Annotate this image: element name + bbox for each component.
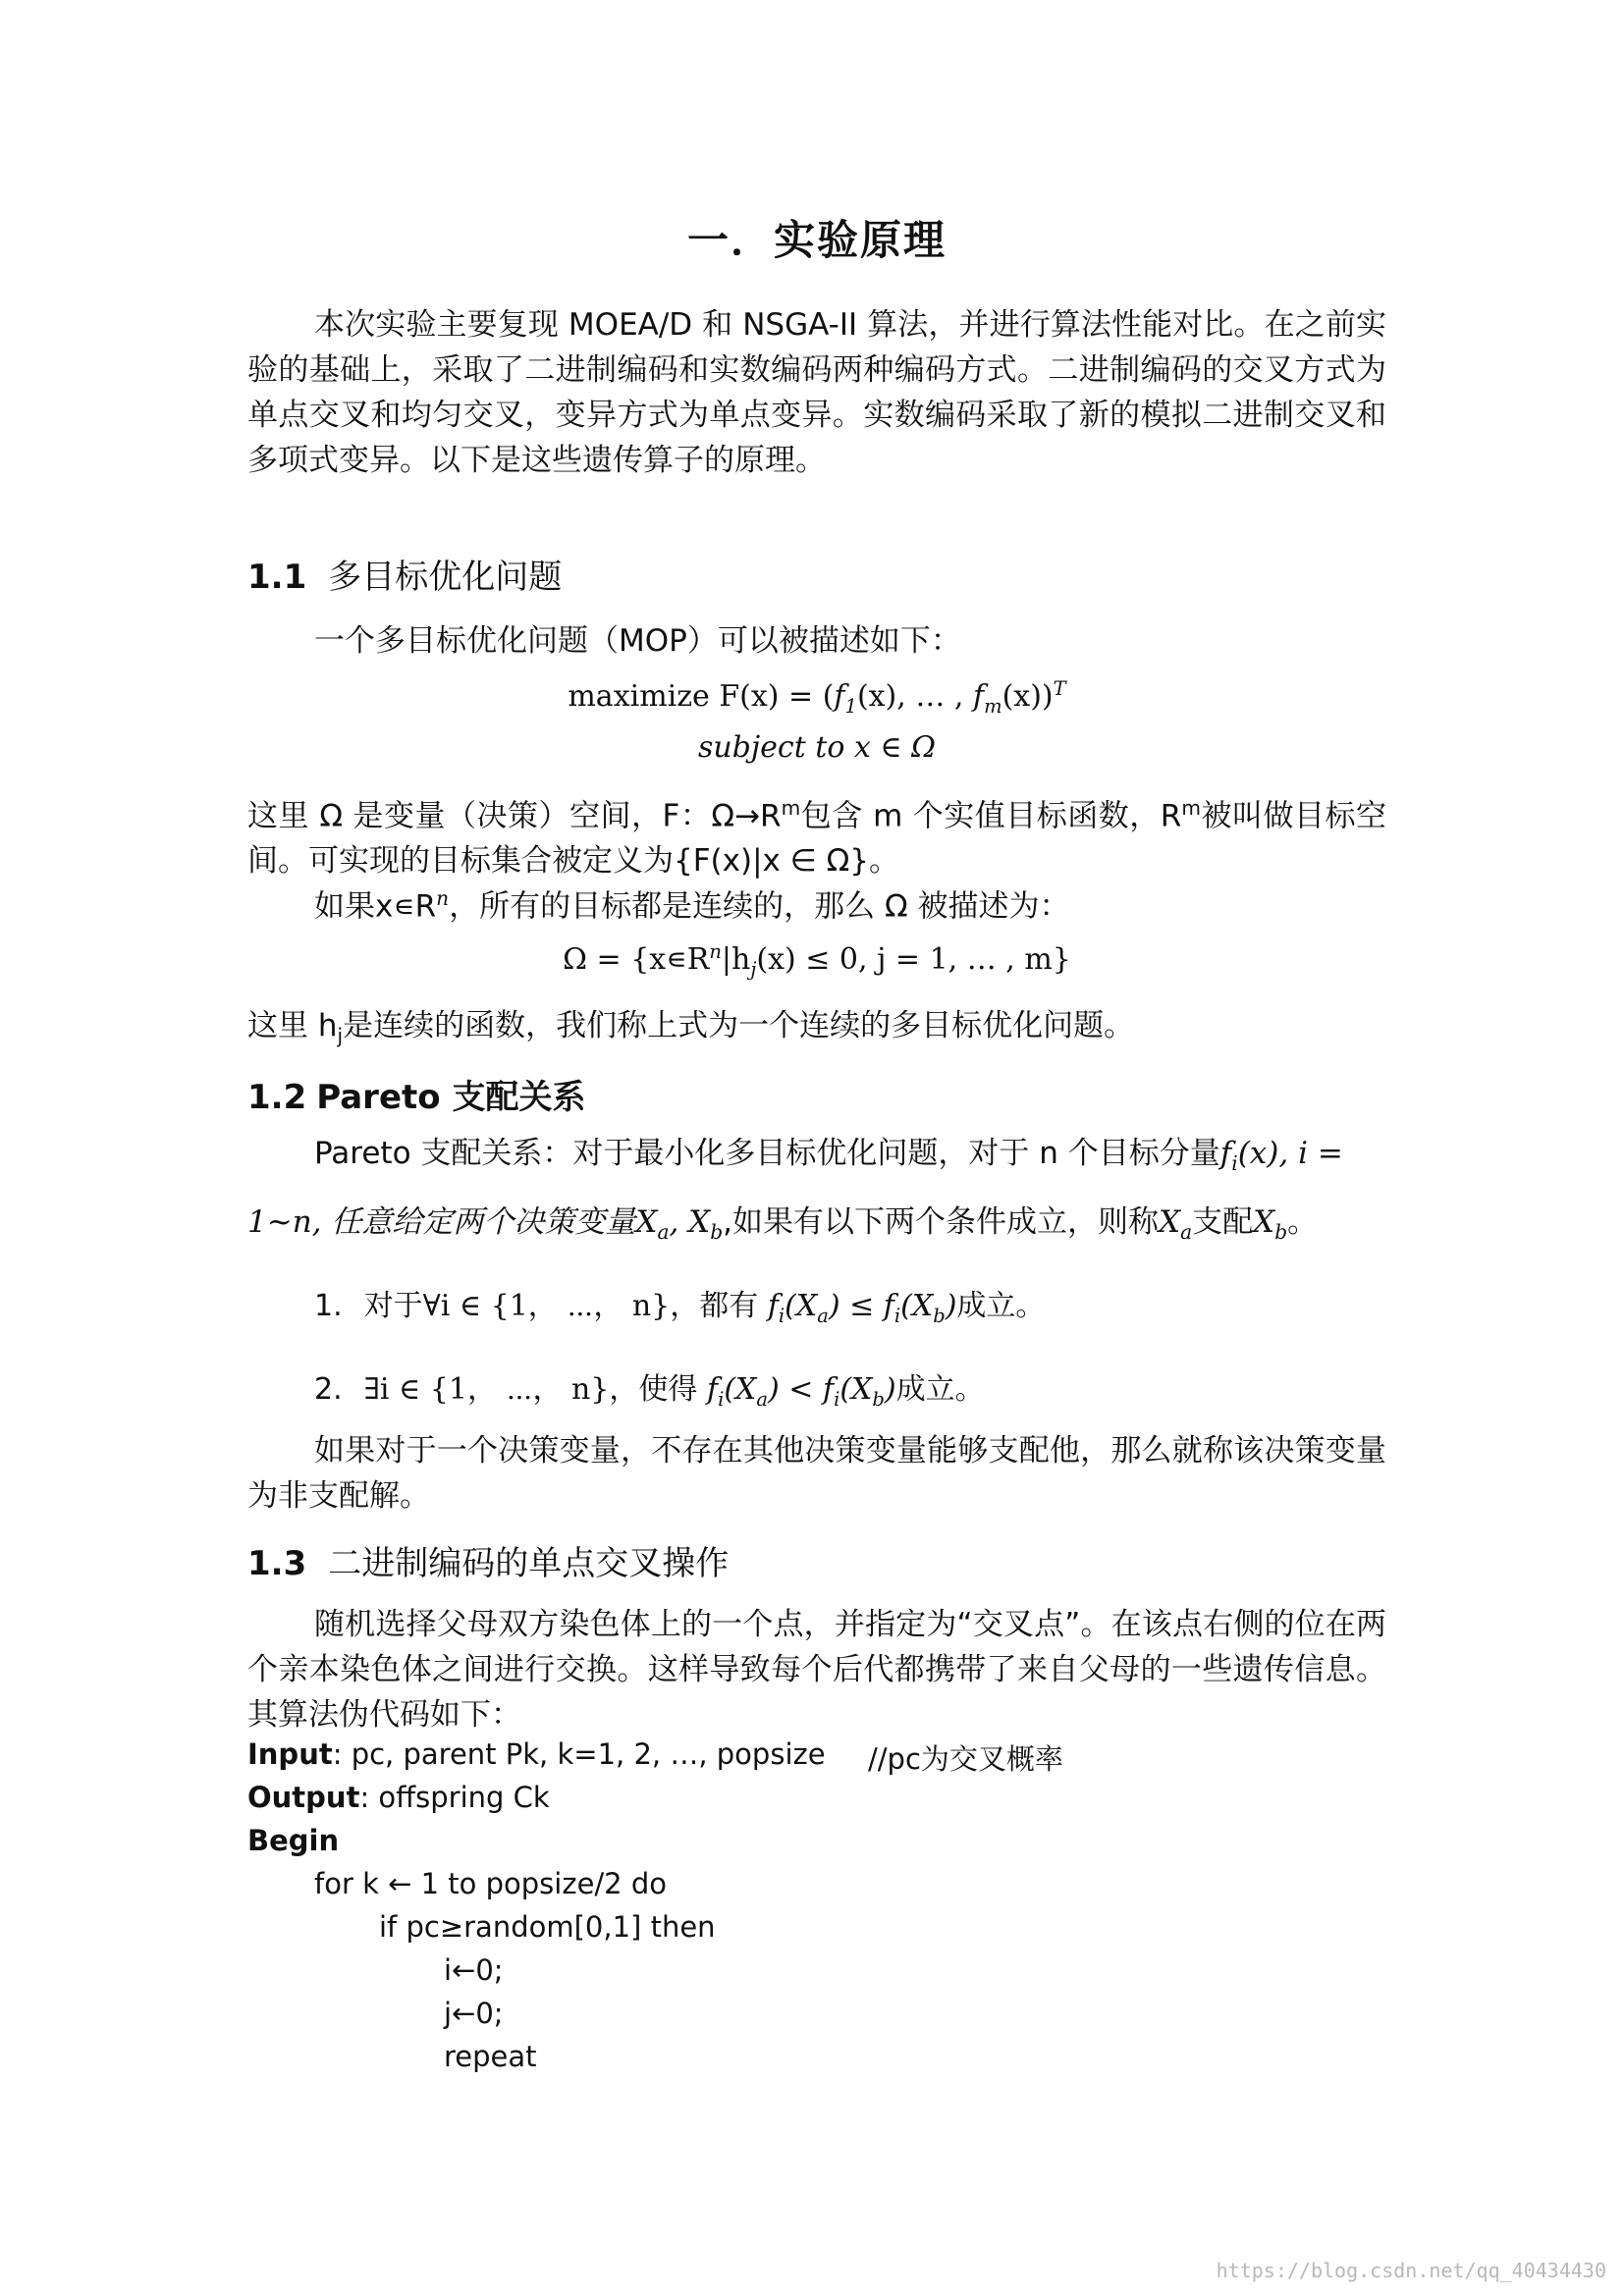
heading-1-2	[247, 1070, 585, 1118]
pseudocode-line: if pc≥random[0,1] then	[379, 1910, 716, 1944]
heading-text: Pareto 支配关系	[316, 1078, 586, 1117]
pareto-definition-line1: Pareto 支配关系：对于最小化多目标优化问题，对于 n 个目标分量$f_i(x)$, i =	[314, 1136, 1343, 1176]
intro-paragraph: 本次实验主要复现 MOEA/D 和 NSGA-II 算法，并进行算法性能对比。在之前实验的基础上，采取了二进制编码和实数编码两种编码方式。二进制编码的交叉方式为单点交叉和均匀交叉，变异方式为单点变异。实数编码采取了新的模拟二进制交叉和多项式变异。以下是这些遗传算子的原理。	[247, 307, 1386, 478]
equation-maximize: maximize $F(x) = (f_1(x)$, … , $f_m(x))^T$	[568, 677, 1066, 718]
heading-1-3	[247, 1536, 729, 1584]
non-dominated-definition: 如果对于一个决策变量，不存在其他决策变量能够支配他，那么就称该决策变量为非支配解。	[247, 1433, 1386, 1514]
mop-intro: 一个多目标优化问题（MOP）可以被描述如下：	[314, 623, 961, 659]
section-title: 一．实验原理	[686, 216, 947, 264]
heading-1-1	[247, 550, 562, 598]
equation-subject-to: subject to x ∈ Ω	[697, 730, 937, 765]
heading-text: 二进制编码的单点交叉操作	[328, 1544, 730, 1583]
omega-definition: 这里 Ω 是变量（决策）空间，F：$\Omega\to R^m$包含 m 个实值目标函数，$R^m$被叫做目标空间。可实现的目标集合被定义为{F(x)|x ∈ Ω}。	[247, 796, 1386, 880]
pseudocode-line: for k ← 1 to popsize/2 do	[314, 1867, 668, 1900]
equation-omega: $\Omega = \{x∊R^n|h_j(x) \le 0$, j = 1, … , m}	[563, 940, 1071, 981]
pareto-definition-line2: 1~n, 任意给定两个决策变量$X_a$, $X_b$,如果有以下两个条件成立，则称$X_a$支配$X_b$。	[247, 1204, 1319, 1245]
condition-1: 1. 对于∀i ∈ {1， ⋯， n}，都有 $f_i(X_a) \le f_i(X_b)$成立。	[314, 1289, 1046, 1327]
pseudocode-begin: Begin	[247, 1824, 340, 1857]
pseudocode-input: Input: pc, parent Pk, k=1, 2, …, popsize	[247, 1737, 826, 1771]
hj-description: 这里 $h_j$是连续的函数，我们称上式为一个连续的多目标优化问题。	[247, 1008, 1135, 1048]
heading-number: 1.2	[247, 1078, 307, 1117]
pseudocode-line: i←0;	[444, 1953, 504, 1987]
pseudocode-line: repeat	[444, 2040, 537, 2073]
continuous-intro: 如果$x∊R^n$，所有的目标都是连续的，那么 Ω 被描述为：	[314, 886, 1070, 925]
heading-text: 多目标优化问题	[328, 558, 563, 597]
heading-number: 1.1	[247, 558, 307, 597]
watermark: https://blog.csdn.net/qq_40434430	[1216, 2259, 1606, 2282]
heading-number: 1.3	[247, 1544, 307, 1583]
condition-2: 2. ∃i ∈ {1， ⋯， n}，使得 $f_i(X_a) < f_i(X_b)$成立。	[314, 1372, 985, 1411]
pseudocode-comment: //pc为交叉概率	[868, 1742, 1063, 1776]
pseudocode-output: Output: offspring Ck	[247, 1781, 550, 1814]
crossover-description: 随机选择父母双方染色体上的一个点，并指定为“交叉点”。在该点右侧的位在两个亲本染色体之间进行交换。这样导致每个后代都携带了来自父母的一些遗传信息。其算法伪代码如下：	[247, 1607, 1386, 1733]
pseudocode-line: j←0;	[444, 1997, 504, 2030]
